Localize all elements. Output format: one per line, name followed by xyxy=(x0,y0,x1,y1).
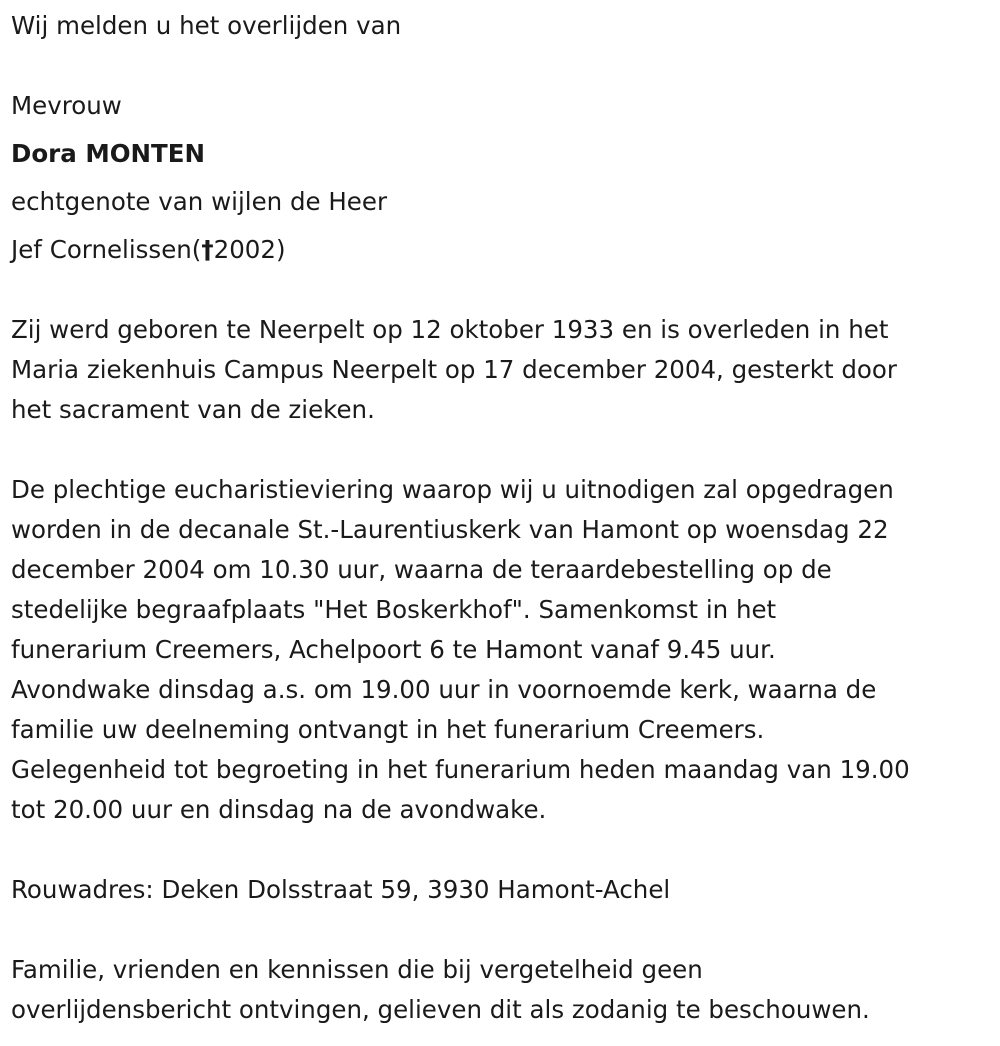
spouse-line xyxy=(11,235,286,264)
birth-paragraph-line: Maria ziekenhuis Campus Neerpelt op 17 december 2004, gesterkt door xyxy=(11,355,897,384)
mourning-address: Rouwadres: Deken Dolsstraat 59, 3930 Hamont-Achel xyxy=(11,875,671,904)
funeral-paragraph-line: Gelegenheid tot begroeting in het funerarium heden maandag van 19.00 xyxy=(11,755,910,784)
funeral-paragraph-line: Avondwake dinsdag a.s. om 19.00 uur in voornoemde kerk, waarna de xyxy=(11,675,877,704)
funeral-paragraph-line: tot 20.00 uur en dinsdag na de avondwake. xyxy=(11,795,547,824)
funeral-paragraph-line: worden in de decanale St.-Laurentiuskerk van Hamont op woensdag 22 xyxy=(11,515,889,544)
closing-paragraph-line: Familie, vrienden en kennissen die bij vergetelheid geen xyxy=(11,955,703,984)
birth-paragraph-line: Zij werd geboren te Neerpelt op 12 oktober 1933 en is overleden in het xyxy=(11,315,889,344)
funeral-paragraph-line: december 2004 om 10.30 uur, waarna de teraardebestelling op de xyxy=(11,555,832,584)
funeral-paragraph-line: stedelijke begraafplaats "Het Boskerkhof". Samenkomst in het xyxy=(11,595,777,624)
funeral-paragraph-line: De plechtige eucharistieviering waarop wij u uitnodigen zal opgedragen xyxy=(11,475,894,504)
cross-icon: † xyxy=(201,235,214,264)
intro-text: Wij melden u het overlijden van xyxy=(11,11,402,40)
deceased-name: Dora MONTEN xyxy=(11,139,205,168)
funeral-paragraph-line: familie uw deelneming ontvangt in het funerarium Creemers. xyxy=(11,715,765,744)
spouse-death-year: 2002) xyxy=(213,235,286,264)
closing-paragraph-line: overlijdensbericht ontvingen, gelieven dit als zodanig te beschouwen. xyxy=(11,995,870,1024)
birth-paragraph-line: het sacrament van de zieken. xyxy=(11,395,375,424)
funeral-paragraph-line: funerarium Creemers, Achelpoort 6 te Hamont vanaf 9.45 uur. xyxy=(11,635,776,664)
spouse-name: Jef Cornelissen( xyxy=(11,235,202,264)
spouse-relation: echtgenote van wijlen de Heer xyxy=(11,187,388,216)
honorific: Mevrouw xyxy=(11,91,122,120)
